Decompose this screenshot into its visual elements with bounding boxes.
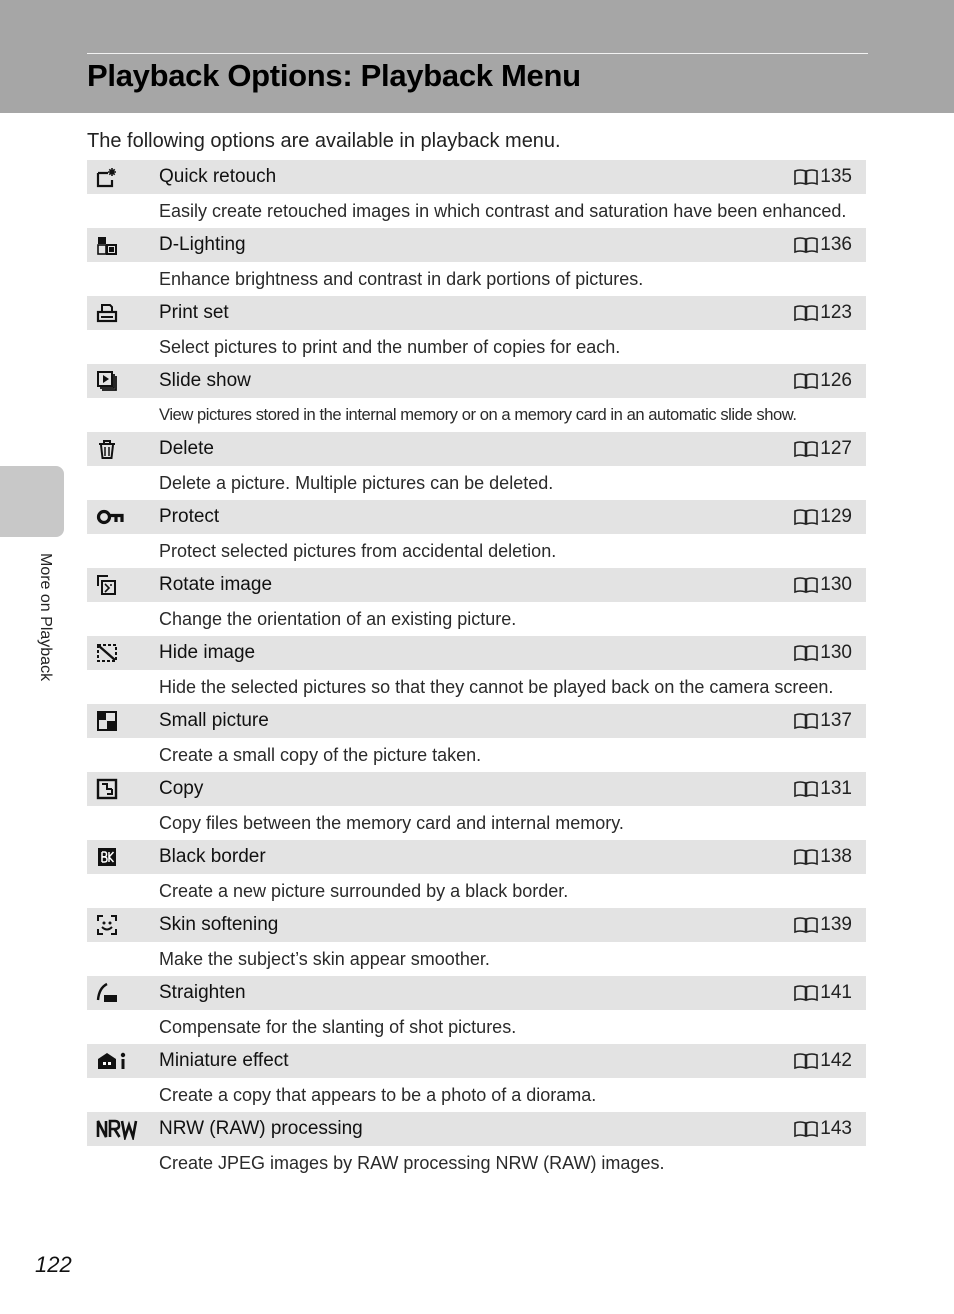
- option-description-row: [87, 874, 866, 908]
- option-description-row: [87, 1010, 866, 1044]
- option-description-row: [87, 806, 866, 840]
- option-description-row: [87, 398, 866, 432]
- option-description-row: [87, 942, 866, 976]
- option-description: Hide the selected pictures so that they cannot be played back on the camera screen.: [159, 677, 834, 697]
- header-rule: [87, 53, 868, 54]
- quick-retouch-icon: [96, 166, 118, 188]
- book-reference-icon: [793, 168, 819, 186]
- book-reference-icon: [793, 1052, 819, 1070]
- page-reference-number: 123: [820, 302, 852, 323]
- page-reference[interactable]: [793, 908, 852, 942]
- book-reference-icon: [793, 304, 819, 322]
- option-row-delete: [87, 432, 866, 466]
- page-reference[interactable]: [793, 704, 852, 738]
- option-label: Copy: [159, 778, 204, 799]
- option-description-row: [87, 466, 866, 500]
- option-description-row: [87, 738, 866, 772]
- chapter-side-label: More on Playback: [37, 553, 54, 682]
- option-row-hide-image: [87, 636, 866, 670]
- straighten-icon: [96, 982, 118, 1004]
- option-description: View pictures stored in the internal memory or on a memory card in an automatic slide show.: [159, 405, 797, 424]
- option-description: Create a new picture surrounded by a black border.: [159, 881, 569, 901]
- option-row-skin-softening: [87, 908, 866, 942]
- book-reference-icon: [793, 916, 819, 934]
- book-reference-icon: [793, 780, 819, 798]
- option-label: Skin softening: [159, 914, 279, 935]
- nrw-raw-icon: [96, 1118, 138, 1140]
- book-reference-icon: [793, 372, 819, 390]
- option-description: Change the orientation of an existing picture.: [159, 609, 517, 629]
- delete-icon: [96, 438, 118, 460]
- option-row-miniature-effect: [87, 1044, 866, 1078]
- skin-softening-icon: [96, 914, 118, 936]
- option-row-d-lighting: [87, 228, 866, 262]
- option-row-slide-show: [87, 364, 866, 398]
- option-description-row: [87, 670, 866, 704]
- page-reference-number: 130: [820, 642, 852, 663]
- option-label: Quick retouch: [159, 166, 277, 187]
- book-reference-icon: [793, 236, 819, 254]
- option-row-nrw-raw-processing: [87, 1112, 866, 1146]
- page-reference-number: 142: [820, 1050, 852, 1071]
- d-lighting-icon: [96, 234, 118, 256]
- option-description-row: [87, 262, 866, 296]
- book-reference-icon: [793, 984, 819, 1002]
- option-description: Create a copy that appears to be a photo of a diorama.: [159, 1085, 597, 1105]
- page-reference-number: 138: [820, 846, 852, 867]
- slide-show-icon: [96, 370, 118, 392]
- black-border-icon: [96, 846, 118, 868]
- option-row-small-picture: [87, 704, 866, 738]
- page-reference[interactable]: [793, 432, 852, 466]
- page-reference[interactable]: [793, 1112, 852, 1146]
- option-row-protect: [87, 500, 866, 534]
- playback-menu-table: [87, 160, 866, 1180]
- page-reference-number: 127: [820, 438, 852, 459]
- option-label: Print set: [159, 302, 229, 323]
- page-reference-number: 130: [820, 574, 852, 595]
- header-band: [0, 0, 954, 113]
- page-reference-number: 137: [820, 710, 852, 731]
- protect-key-icon: [96, 506, 138, 528]
- intro-text: The following options are available in playback menu.: [87, 130, 561, 152]
- page-reference-number: 139: [820, 914, 852, 935]
- option-row-copy: [87, 772, 866, 806]
- book-reference-icon: [793, 1120, 819, 1138]
- page-reference[interactable]: [793, 772, 852, 806]
- option-description-row: [87, 534, 866, 568]
- page-reference[interactable]: [793, 500, 852, 534]
- option-description: Easily create retouched images in which contrast and saturation have been enhanced.: [159, 201, 847, 221]
- page-reference[interactable]: [793, 976, 852, 1010]
- option-row-black-border: [87, 840, 866, 874]
- small-picture-icon: [96, 710, 118, 732]
- option-description-row: [87, 330, 866, 364]
- hide-image-icon: [96, 642, 118, 664]
- option-label: Black border: [159, 846, 266, 867]
- option-row-print-set: [87, 296, 866, 330]
- option-description: Delete a picture. Multiple pictures can be deleted.: [159, 473, 554, 493]
- page-reference[interactable]: [793, 228, 852, 262]
- option-description: Create a small copy of the picture taken.: [159, 745, 482, 765]
- page-reference-number: 131: [820, 778, 852, 799]
- page-reference-number: 136: [820, 234, 852, 255]
- option-label: Straighten: [159, 982, 246, 1003]
- print-set-icon: [96, 302, 118, 324]
- page-reference[interactable]: [793, 160, 852, 194]
- option-row-straighten: [87, 976, 866, 1010]
- option-label: Slide show: [159, 370, 251, 391]
- option-description-row: [87, 1078, 866, 1112]
- option-label: NRW (RAW) processing: [159, 1118, 363, 1139]
- option-label: Small picture: [159, 710, 269, 731]
- option-description: Create JPEG images by RAW processing NRW (RAW) images.: [159, 1153, 665, 1173]
- option-description: Enhance brightness and contrast in dark portions of pictures.: [159, 269, 644, 289]
- option-description-row: [87, 602, 866, 636]
- option-description: Copy files between the memory card and internal memory.: [159, 813, 624, 833]
- page-reference[interactable]: [793, 636, 852, 670]
- book-reference-icon: [793, 644, 819, 662]
- option-row-rotate-image: [87, 568, 866, 602]
- page-reference[interactable]: [793, 296, 852, 330]
- option-description-row: [87, 194, 866, 228]
- page-reference[interactable]: [793, 568, 852, 602]
- book-reference-icon: [793, 576, 819, 594]
- page-title: Playback Options: Playback Menu: [87, 58, 581, 93]
- option-label: D-Lighting: [159, 234, 246, 255]
- book-reference-icon: [793, 848, 819, 866]
- rotate-image-icon: [96, 574, 118, 596]
- chapter-side-tab: [0, 466, 64, 537]
- miniature-effect-icon: [96, 1050, 138, 1072]
- page-reference[interactable]: [793, 840, 852, 874]
- page-reference-number: 143: [820, 1118, 852, 1139]
- option-label: Hide image: [159, 642, 256, 663]
- page-number: 122: [35, 1252, 72, 1277]
- option-row-quick-retouch: [87, 160, 866, 194]
- option-label: Miniature effect: [159, 1050, 289, 1071]
- option-description: Protect selected pictures from accidental deletion.: [159, 541, 557, 561]
- option-label: Rotate image: [159, 574, 273, 595]
- book-reference-icon: [793, 712, 819, 730]
- copy-icon: [96, 778, 118, 800]
- option-description: Compensate for the slanting of shot pictures.: [159, 1017, 517, 1037]
- option-label: Protect: [159, 506, 220, 527]
- option-label: Delete: [159, 438, 214, 459]
- page-reference-number: 129: [820, 506, 852, 527]
- page-reference-number: 141: [820, 982, 852, 1003]
- option-description-row: [87, 1146, 866, 1180]
- option-description: Make the subject’s skin appear smoother.: [159, 949, 490, 969]
- book-reference-icon: [793, 508, 819, 526]
- page-reference[interactable]: [793, 364, 852, 398]
- page-reference[interactable]: [793, 1044, 852, 1078]
- page-reference-number: 126: [820, 370, 852, 391]
- option-description: Select pictures to print and the number of copies for each.: [159, 337, 621, 357]
- book-reference-icon: [793, 440, 819, 458]
- page-reference-number: 135: [820, 166, 852, 187]
